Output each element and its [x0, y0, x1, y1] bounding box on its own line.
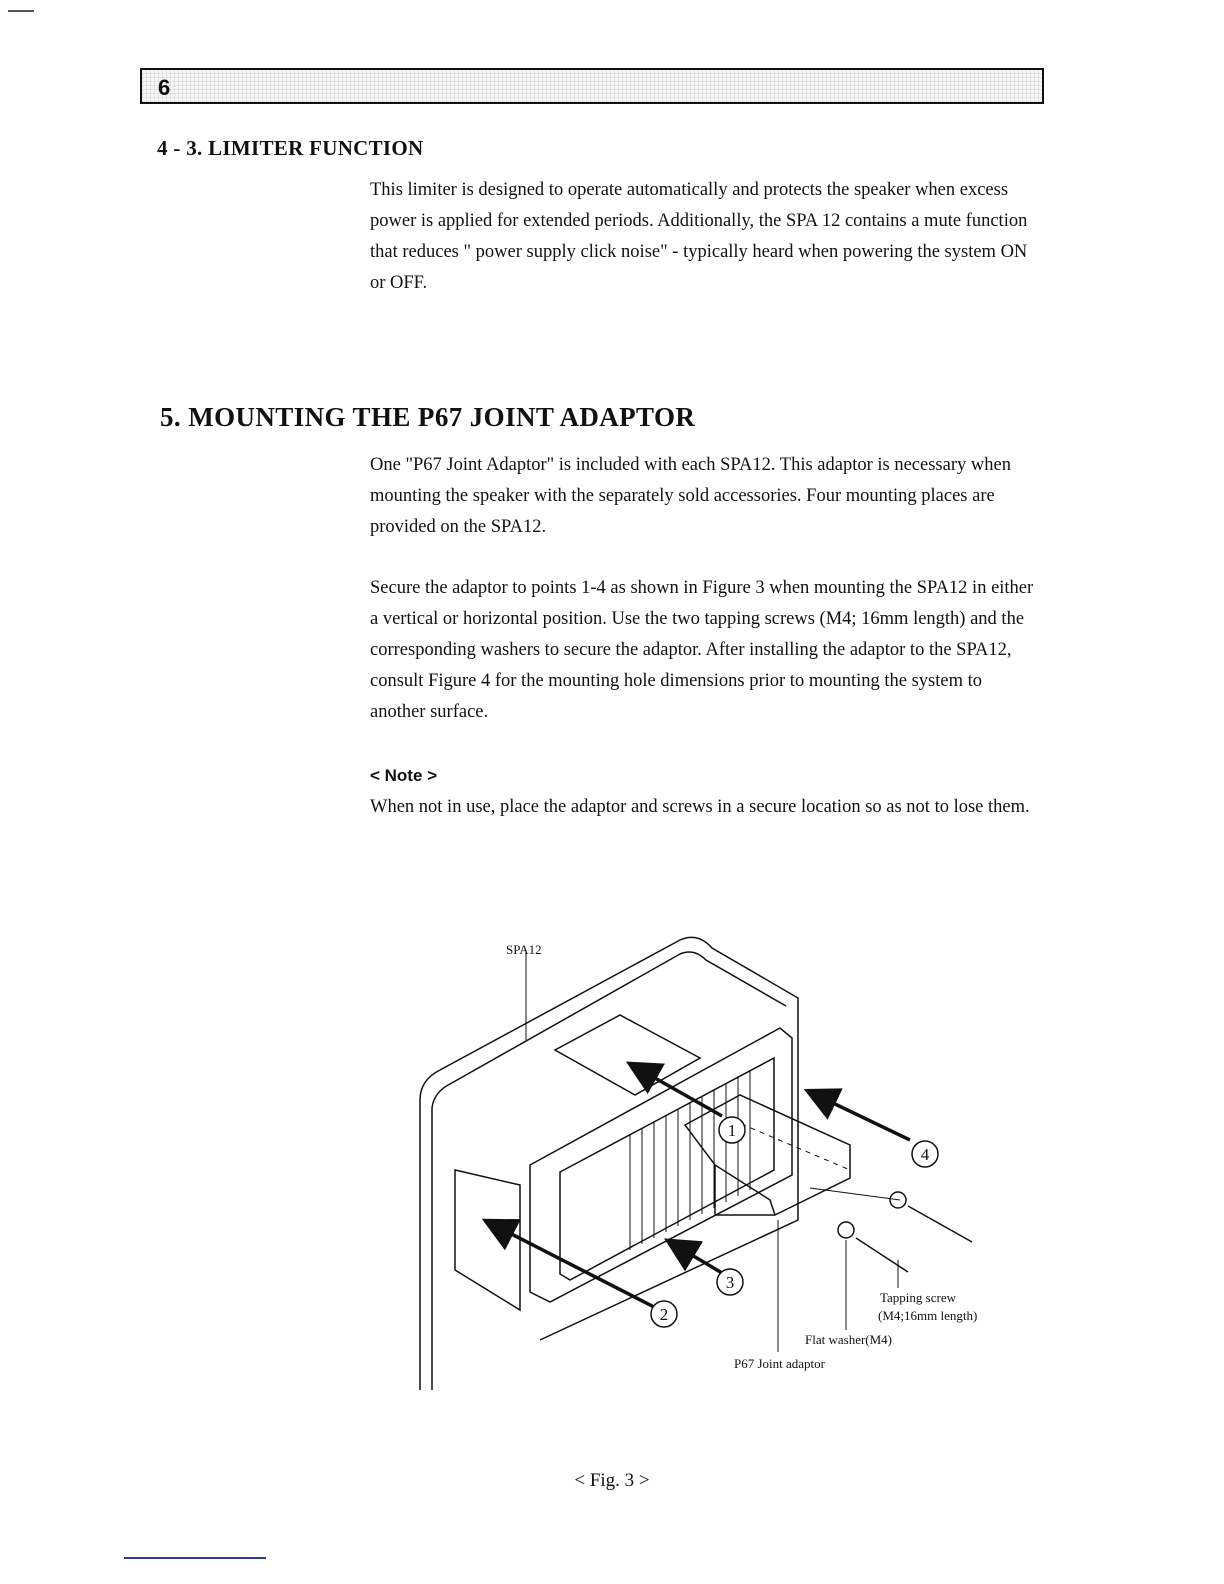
point-label-2: 2	[659, 1305, 669, 1324]
point-label-3: 3	[725, 1273, 735, 1292]
mounting-diagram-svg	[380, 920, 1020, 1390]
note-text: When not in use, place the adaptor and screws in a secure location so as not to lose them.	[370, 797, 1030, 817]
figure-caption: < Fig. 3 >	[574, 1470, 650, 1491]
flat-washer	[838, 1222, 854, 1238]
section-5-paragraph-1: One "P67 Joint Adaptor" is included with each SPA12. This adaptor is necessary when mounting the speaker with the separately sold accessories. Four mounting places are provided on the SPA12.	[370, 455, 1011, 537]
section-5-heading: 5. MOUNTING THE P67 JOINT ADAPTOR	[160, 402, 696, 432]
p67-joint-adaptor-edge	[715, 1165, 775, 1215]
point-label-4: 4	[920, 1145, 930, 1164]
scan-mark	[8, 10, 34, 12]
point-label-1: 1	[727, 1121, 737, 1140]
arrow-point-1	[632, 1065, 722, 1116]
page-number: 6	[158, 75, 171, 100]
label-tapping-screw-spec: (M4;16mm length)	[878, 1308, 978, 1323]
label-tapping-screw: Tapping screw	[880, 1290, 956, 1305]
arrow-point-3	[670, 1242, 722, 1273]
arrow-point-4	[810, 1092, 910, 1140]
section-4-3-body: This limiter is designed to operate automatically and protects the speaker when excess power is applied for extended periods. Additionally, the SPA 12 contains a mute function that reduces " power supply click noise" - typically heard when powering the system ON or OFF.	[370, 180, 1028, 293]
tapping-screw	[856, 1238, 908, 1272]
figure-3-mounting-diagram	[380, 920, 1020, 1390]
speaker-cabinet-outline	[420, 937, 798, 1390]
alignment-guide	[810, 1188, 900, 1200]
label-joint-adaptor: P67 Joint adaptor	[734, 1356, 825, 1371]
section-5-paragraph-2: Secure the adaptor to points 1-4 as shown in Figure 3 when mounting the SPA12 in either a vertical or horizontal position. Use the two tapping screws (M4; 16mm length) and the corresponding washers to secure the adaptor. After installing the adaptor to the SPA12, consult Figure 4 for the mounting hole dimensions prior to mounting the system to another surface.	[370, 578, 1034, 722]
page-header-bar	[140, 68, 1044, 104]
footer-rule	[124, 1557, 266, 1559]
p67-joint-adaptor	[685, 1095, 850, 1215]
arrow-point-2	[488, 1222, 656, 1308]
speaker-cabinet-inner-outline	[432, 952, 786, 1390]
section-4-3-heading: 4 - 3. LIMITER FUNCTION	[157, 136, 424, 160]
label-spa12: SPA12	[506, 942, 542, 957]
mounting-recess-left	[455, 1170, 520, 1310]
label-flat-washer: Flat washer(M4)	[805, 1332, 893, 1347]
tapping-screw	[908, 1206, 972, 1242]
note-label: < Note >	[370, 766, 438, 785]
